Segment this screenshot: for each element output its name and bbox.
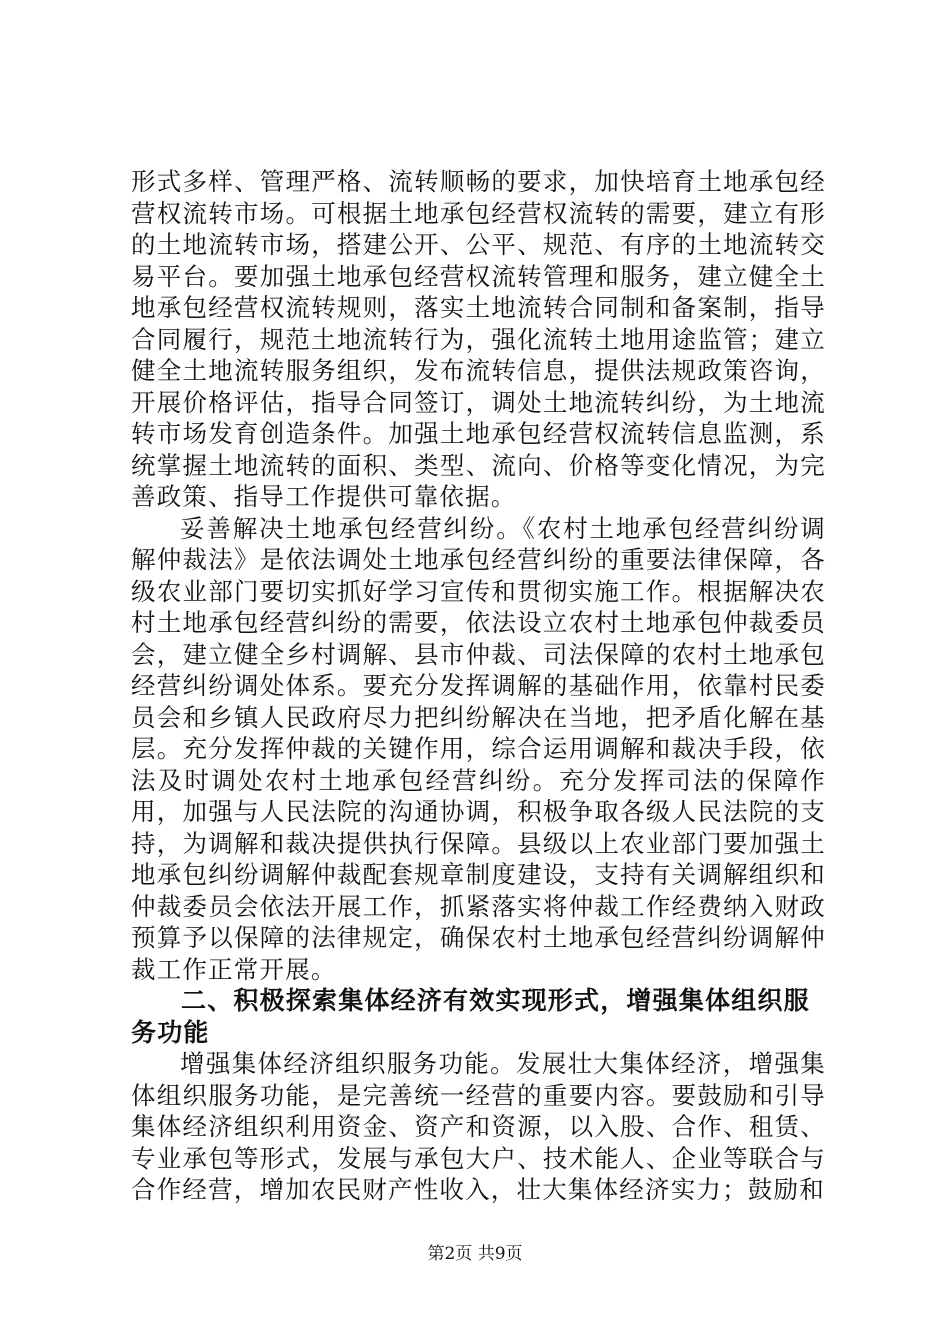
page-number-footer: 第2页 共9页: [427, 1244, 523, 1264]
document-body: [131, 166, 826, 1206]
paragraph-land-dispute-resolution: 妥善解决土地承包经营纠纷。《农村土地承包经营纠纷调解仲裁法》是依法调处土地承包经营纠纷的重要法律保障，各级农业部门要切实抓好学习宣传和贯彻实施工作。根据解决农村土地承包经营纠纷的需要，依法设立农村土地承包仲裁委员会，建立健全乡村调解、县市仲裁、司法保障的农村土地承包经营纠纷调处体系。要充分发挥调解的基础作用，依靠村民委员会和乡镇人民政府尽力把纠纷解决在当地，把矛盾化解在基层。充分发挥仲裁的关键作用，综合运用调解和裁决手段，依法及时调处农村土地承包经营纠纷。充分发挥司法的保障作用，加强与人民法院的沟通协调，积极争取各级人民法院的支持，为调解和裁决提供执行保障。县级以上农业部门要加强土地承包纠纷调解仲裁配套规章制度建设，支持有关调解组织和仲裁委员会依法开展工作，抓紧落实将仲裁工作经费纳入财政预算予以保障的法律规定，确保农村土地承包经营纠纷调解仲裁工作正常开展。: [131, 513, 826, 984]
paragraph-land-transfer-market: 形式多样、管理严格、流转顺畅的要求，加快培育土地承包经营权流转市场。可根据土地承包经营权流转的需要，建立有形的土地流转市场，搭建公开、公平、规范、有序的土地流转交易平台。要加强土地承包经营权流转管理和服务，建立健全土地承包经营权流转规则，落实土地流转合同制和备案制，指导合同履行，规范土地流转行为，强化流转土地用途监管；建立健全土地流转服务组织，发布流转信息，提供法规政策咨询，开展价格评估，指导合同签订，调处土地流转纠纷，为土地流转市场发育创造条件。加强土地承包经营权流转信息监测，系统掌握土地流转的面积、类型、流向、价格等变化情况，为完善政策、指导工作提供可靠依据。: [131, 167, 826, 511]
section-heading-collective-economy: 二、积极探索集体经济有效实现形式，增强集体组织服务功能: [131, 986, 810, 1047]
paragraph-collective-service-function: 增强集体经济组织服务功能。发展壮大集体经济，增强集体组织服务功能，是完善统一经营的重要内容。要鼓励和引导集体经济组织利用资金、资产和资源，以入股、合作、租赁、专业承包等形式，发展与承包大户、技术能人、企业等联合与合作经营，增加农民财产性收入，壮大集体经济实力；鼓励和: [131, 1049, 826, 1204]
